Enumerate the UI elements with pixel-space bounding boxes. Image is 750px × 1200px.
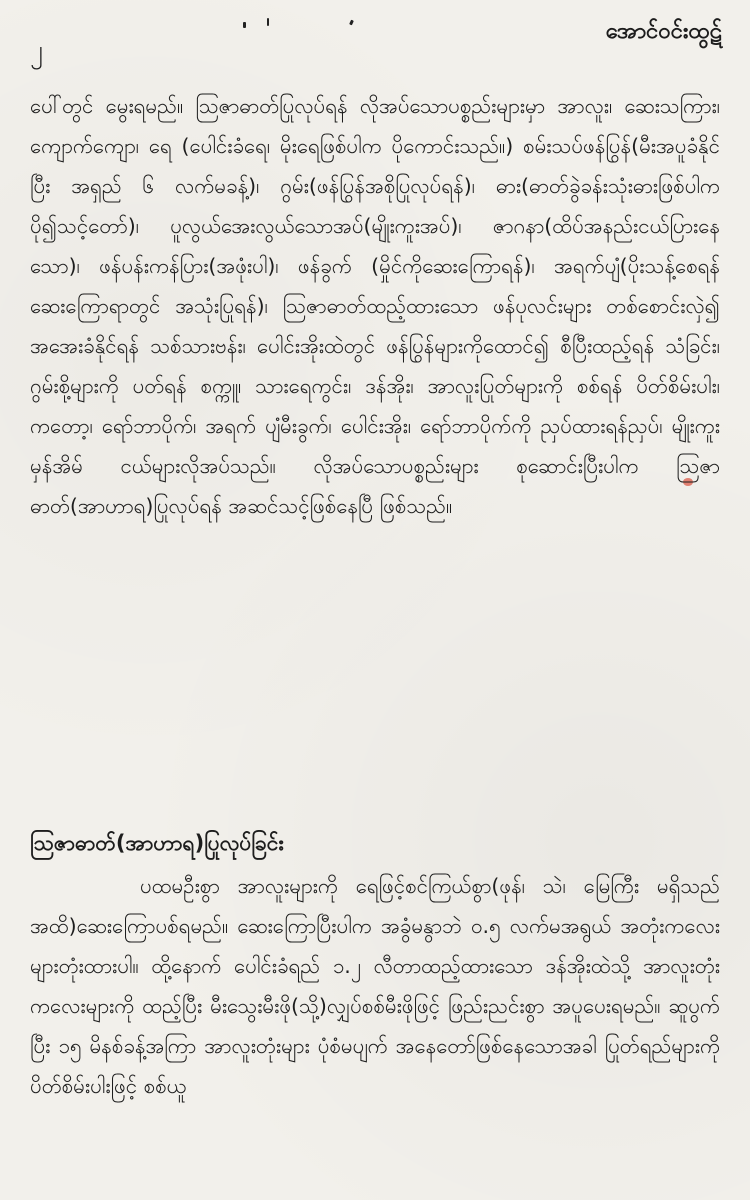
print-speck (243, 22, 246, 28)
running-header-author: အောင်ဝင်းထွဋ် (605, 19, 722, 44)
section-heading: သြဇာဓာတ်(အာဟာရ)ပြုလုပ်ခြင်း (30, 831, 284, 855)
body-paragraph-procedure: ပထမဦးစွာ အာလူးများကို ရေဖြင့်စင်ကြယ်စွာ(ဖုန်၊ သဲ၊ မြေကြီး မရှိသည်အထိ)ဆေးကြောပစ်ရမည်။ ဆေးကြောပြီးပါက အခွံမနွာဘဲ ၀.၅ လက်မအရွယ် အတုံးကလေးများတုံးထားပါ။ ထို့နောက် ပေါင်းခံရည် ၁.၂ လီတာထည့်ထားသော ဒန်အိုးထဲသို့ အာလူးတုံးကလေးများကို ထည့်ပြီး မီးသွေးမီးဖို(သို့)လျှပ်စစ်မီးဖိုဖြင့် ဖြည်းညင်းစွာ အပူပေးရမည်။ ဆူပွက်ပြီး ၁၅ မိနစ်ခန့်အကြာ အာလူးတုံးများ ပုံစံမပျက် အနေတော်ဖြစ်နေသောအခါ ပြုတ်ရည်များကို ပိတ်စိမ်းပါးဖြင့် စစ်ယူ (30, 874, 720, 1098)
page-number: ၂ (30, 35, 43, 65)
print-speck (349, 20, 354, 26)
print-speck (267, 18, 269, 26)
body-paragraph-materials: ပေါ်တွင် မွေးရမည်။ သြဇာဓာတ်ပြုလုပ်ရန် လိုအပ်သောပစ္စည်းများမှာ အာလူး၊ ဆေးသကြား၊ ကျောက်ကျော၊ ရေ (ပေါင်းခံရေ၊ မိုးရေဖြစ်ပါက ပိုကောင်းသည်။) စမ်းသပ်ဖန်ပြွန်(မီးအပူခံနိုင်ပြီး အရှည် ၆ လက်မခန့်)၊ ဂွမ်း(ဖန်ပြွန်အစိုပြုလုပ်ရန်)၊ ဓား(ဓာတ်ခွဲခန်းသုံးဓားဖြစ်ပါက ပို၍သင့်တော်)၊ ပူလွယ်အေးလွယ်သောအပ်(မျိုးကူးအပ်)၊ ဇာဂနာ(ထိပ်အနည်းငယ်ပြားနေသော)၊ ဖန်ပန်းကန်ပြား(အဖုံးပါ)၊ ဖန်ခွက် (မှိုင်ကိုဆေးကြောရန်)၊ အရက်ပျံ(ပိုးသန့်စေရန်ဆေးကြောရာတွင် အသုံးပြုရန်)၊ သြဇာဓာတ်ထည့်ထားသော ဖန်ပုလင်းများ တစ်စောင်းလှဲ၍ အအေးခံနိုင်ရန် သစ်သားဗန်း၊ ပေါင်းအိုးထဲတွင် ဖန်ပြွန်များကိုထောင်၍ စီပြီးထည့်ရန် သံခြင်း၊ ဂွမ်းစို့များကို ပတ်ရန် စက္ကူ၊ သားရေကွင်း၊ ဒန်အိုး၊ အာလူးပြုတ်များကို စစ်ရန် ပိတ်စိမ်းပါး၊ ကတော့၊ ရော်ဘာပိုက်၊ အရက် ပျံမီးခွက်၊ ပေါင်းအိုး၊ ရော်ဘာပိုက်ကို ညှပ်ထားရန်ညှပ်၊ မျိုးကူးမှန်အိမ် ငယ်များလိုအပ်သည်။ လိုအပ်သောပစ္စည်းများ စုဆောင်းပြီးပါက သြဇာဓာတ်(အာဟာရ)ပြုလုပ်ရန် အဆင်သင့်ဖြစ်နေပြီ ဖြစ်သည်။ (30, 94, 720, 518)
